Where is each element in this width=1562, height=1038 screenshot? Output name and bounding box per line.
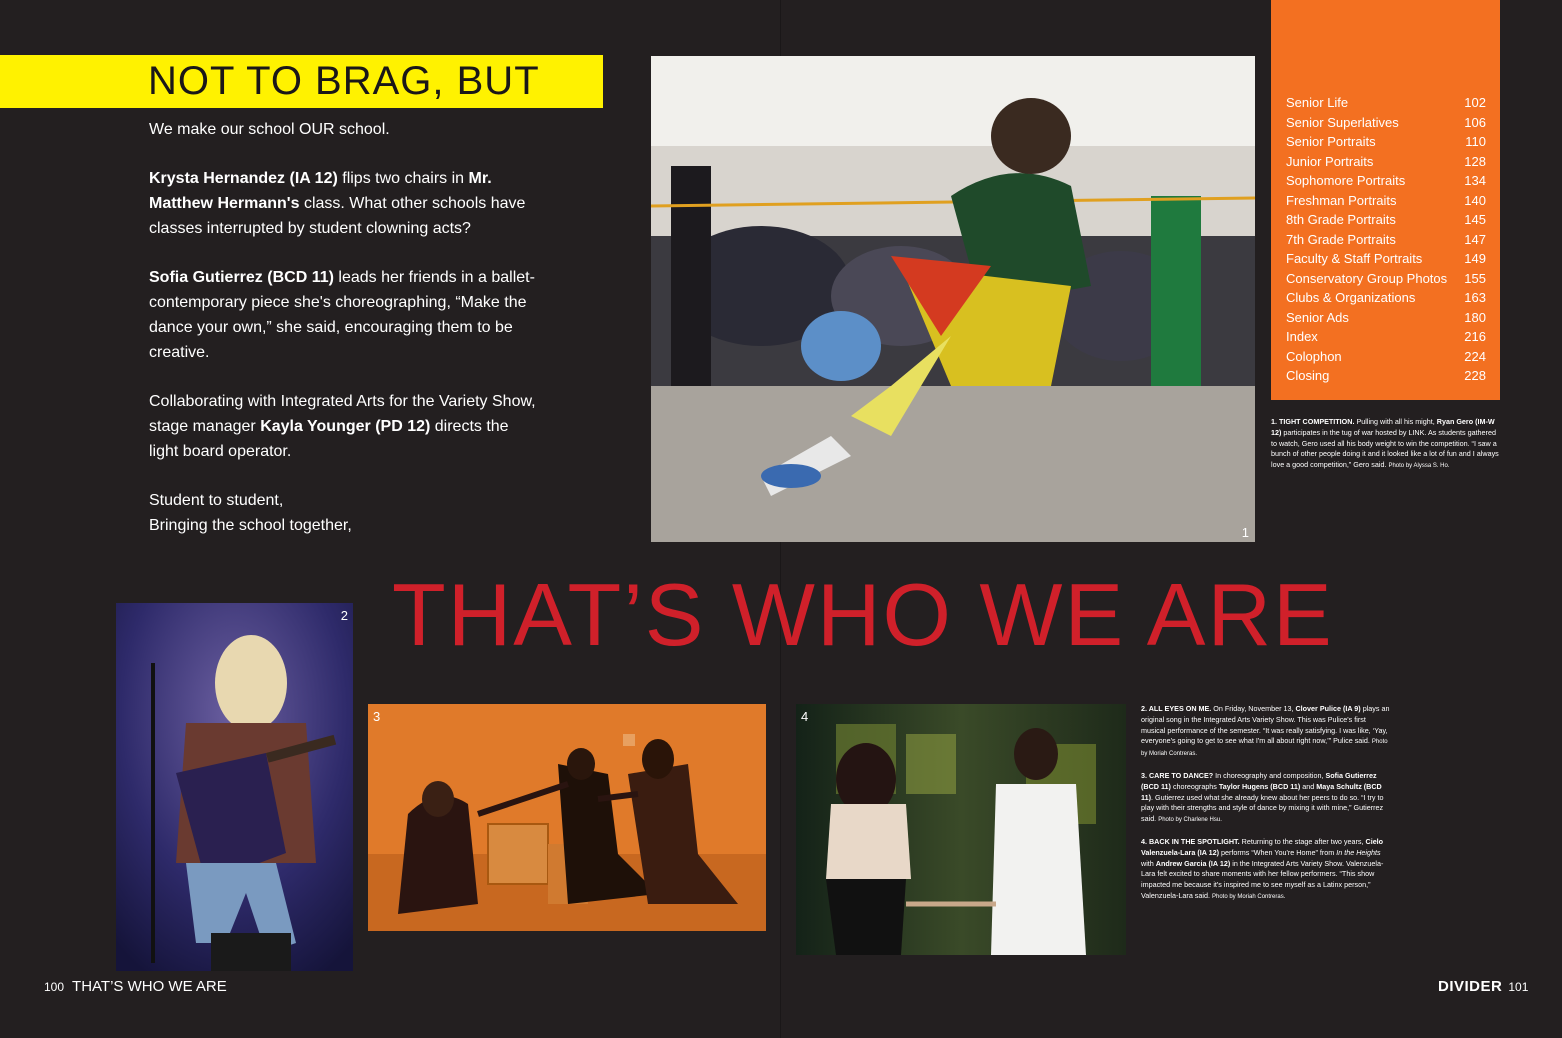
- toc-item-label: Senior Ads: [1286, 309, 1349, 325]
- caption-1: 1. TIGHT COMPETITION. Pulling with all his might, Ryan Gero (IM-W 12) participates in the tug of war hosted by LINK. As students gathered to watch, Gero used all his body weight to win the competition. “I saw a bunch of other people doing it and it looked like a lot of fun and I always love a good competition,” Gero said. Photo by Alyssa S. Ho.: [1271, 417, 1499, 470]
- photo-number-1: 1: [1241, 525, 1249, 540]
- toc-item-label: Faculty & Staff Portraits: [1286, 251, 1423, 266]
- toc-item-page: 102: [1464, 95, 1486, 110]
- toc-item-page: 106: [1464, 114, 1486, 130]
- toc-item-page: 163: [1464, 290, 1486, 305]
- toc-item: [1286, 288, 1486, 308]
- paragraph-krysta: Krysta Hernandez (IA 12) flips two chairs in Mr. Matthew Hermann's class. What other schools have classes interrupted by student clowning acts?: [149, 170, 526, 237]
- toc-item: [1286, 347, 1486, 367]
- photo-guitarist-image: [116, 603, 353, 971]
- toc-item-label: Senior Superlatives: [1286, 114, 1399, 130]
- toc-item-label: Clubs & Organizations: [1286, 290, 1416, 305]
- toc-item: [1286, 269, 1486, 289]
- toc-item: [1286, 308, 1486, 328]
- toc-item: [1286, 152, 1486, 172]
- caption-3: 3. CARE TO DANCE? In choreography and composition, Sofia Gutierrez (BCD 11) choreographs Taylor Hugens (BCD 11) and Maya Schultz (BCD 11). Gutierrez used what she already knew about her peers to do so. “I try to play with their strengths and style of dance by mixing it with mine,” Gutierrez said. Photo by Charlene Hsu.: [1141, 770, 1384, 824]
- section-headline: THAT’S WHO WE ARE: [392, 565, 1334, 664]
- caption-4: 4. BACK IN THE SPOTLIGHT. Returning to the stage after two years, Cielo Valenzuela-Lara (IA 12) performs “When You're Home” from In the Heights with Andrew Garcia (IA 12) in the Integrated Arts Variety Show. Valenzuela-Lara felt excited to share moments with her fellow performers. “This show impacted me because it's inspired me to see myself as a Latinx person,” Valenzuela-Lara said. Photo by Moriah Contreras.: [1141, 836, 1384, 900]
- toc-list: [1286, 93, 1486, 386]
- toc-item: [1286, 210, 1486, 230]
- running-title: THAT’S WHO WE ARE: [72, 978, 227, 995]
- toc-item: [1286, 93, 1486, 113]
- table-of-contents: [1271, 0, 1500, 400]
- toc-item-page: 149: [1464, 251, 1486, 266]
- toc-item-page: 180: [1464, 309, 1486, 325]
- toc-item: [1286, 113, 1486, 133]
- toc-item-label: Senior Life: [1286, 95, 1349, 110]
- photo-singers: [796, 704, 1126, 955]
- footer-right: [1438, 978, 1528, 996]
- photo-number-4: 4: [801, 709, 809, 724]
- toc-item-label: Index: [1286, 329, 1318, 344]
- toc-item-page: 128: [1464, 153, 1486, 169]
- paragraph-sofia: Sofia Gutierrez (BCD 11) leads her friends in a ballet-contemporary piece she's choreographing, “Make the dance your own,” she said, encouraging them to be creative.: [149, 269, 535, 361]
- photo-tug-of-war-image: [651, 56, 1255, 542]
- paragraph-kayla: Collaborating with Integrated Arts for the Variety Show, stage manager Kayla Younger (PD 12) directs the light board operator.: [149, 393, 536, 460]
- section-label: DIVIDER: [1438, 978, 1503, 995]
- photo-tug-of-war: [651, 56, 1255, 542]
- photo-guitarist: [116, 603, 353, 971]
- body-copy: [149, 117, 539, 562]
- closing-paragraph: Student to student, Bringing the school together,: [149, 492, 352, 534]
- toc-item: [1286, 191, 1486, 211]
- name-kayla: Kayla Younger (PD 12): [260, 418, 431, 435]
- name-hermann: Mr. Matthew Hermann's: [149, 170, 492, 212]
- photo-dancers: [368, 704, 766, 931]
- name-krysta: Krysta Hernandez (IA 12): [149, 170, 338, 187]
- intro-paragraph: We make our school OUR school.: [149, 121, 390, 138]
- caption-2: 2. ALL EYES ON ME. On Friday, November 13, Clover Pulice (IA 9) plays an original song in the Integrated Arts Variety Show. This was Pulice's first musical performance of the semester. “It was really satisfying. I was like, ‘Yay, everyone's going to get to see what I'm all about right now,’” Pulice said. Photo by Moriah Contreras.: [1141, 704, 1390, 758]
- toc-item: [1286, 132, 1486, 152]
- toc-item: [1286, 230, 1486, 250]
- toc-item-page: 140: [1464, 192, 1486, 208]
- toc-item: [1286, 171, 1486, 191]
- toc-item-page: 147: [1464, 231, 1486, 247]
- toc-item-page: 145: [1464, 212, 1486, 227]
- page-number-right: 101: [1508, 980, 1529, 994]
- toc-item-label: Closing: [1286, 368, 1330, 383]
- footer-left: [44, 978, 227, 996]
- toc-item-label: Junior Portraits: [1286, 153, 1374, 169]
- toc-item: [1286, 366, 1486, 386]
- toc-item: [1286, 327, 1486, 347]
- photo-number-2: 2: [340, 608, 348, 623]
- toc-item-page: 134: [1464, 173, 1486, 188]
- toc-item-page: 228: [1464, 368, 1486, 383]
- toc-item-label: Conservatory Group Photos: [1286, 270, 1448, 286]
- toc-item-page: 216: [1464, 329, 1486, 344]
- toc-item-label: Colophon: [1286, 348, 1342, 364]
- toc-item-label: Sophomore Portraits: [1286, 173, 1406, 188]
- captions-2-4: [1141, 704, 1391, 914]
- page-number-left: 100: [44, 980, 65, 994]
- toc-item-page: 224: [1464, 348, 1486, 364]
- photo-number-3: 3: [373, 709, 381, 724]
- toc-item-page: 155: [1464, 270, 1486, 286]
- photo-dancers-image: [368, 704, 766, 931]
- toc-item-label: Freshman Portraits: [1286, 192, 1397, 208]
- photo-singers-image: [796, 704, 1126, 955]
- toc-item-label: Senior Portraits: [1286, 134, 1376, 149]
- toc-item: [1286, 249, 1486, 269]
- toc-item-label: 7th Grade Portraits: [1286, 231, 1396, 247]
- toc-item-label: 8th Grade Portraits: [1286, 212, 1396, 227]
- toc-item-page: 110: [1465, 134, 1486, 149]
- page-title: NOT TO BRAG, BUT: [148, 59, 540, 103]
- name-sofia: Sofia Gutierrez (BCD 11): [149, 269, 334, 286]
